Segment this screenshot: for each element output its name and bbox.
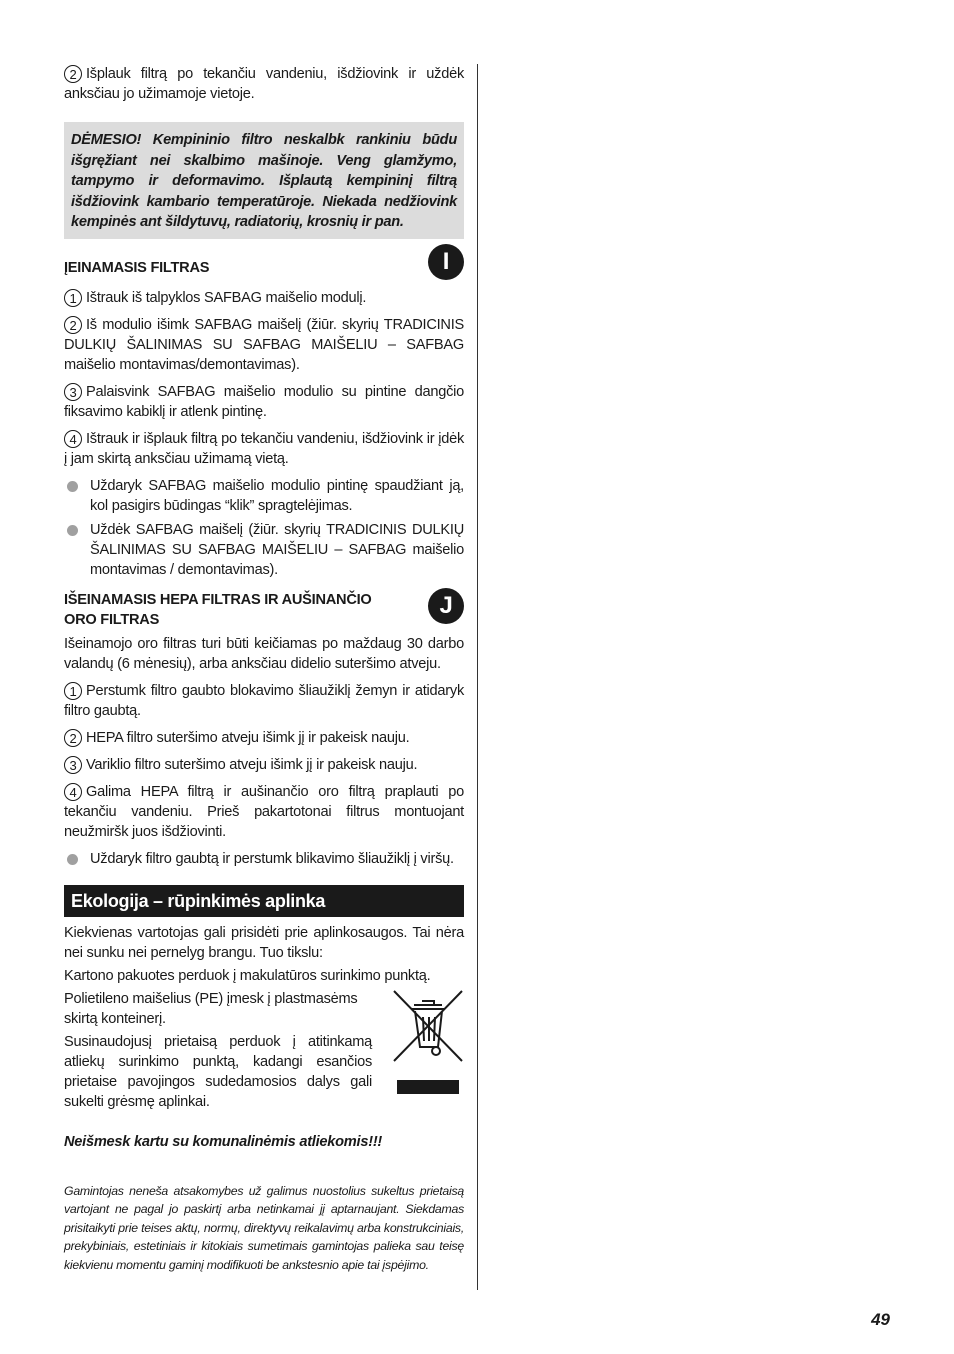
section-i-badge: I (428, 244, 464, 280)
step-text: Ištrauk ir išplauk filtrą po tekančiu vandeniu, išdžiovink ir įdėk į jam skirtą anksčiau užimamą vietą. (64, 430, 464, 467)
bullet-text: Uždaryk SAFBAG maišelio modulio pintinę spaudžiant ją, kol pasigirs būdingas “klik” spragtelėjimas. (90, 477, 464, 514)
left-column (64, 64, 464, 1274)
ecology-paragraph: Kiekvienas vartotojas gali prisidėti prie aplinkosaugos. Tai nėra nei sunku nei pernelyg brangu. Tuo tikslu: (64, 924, 464, 961)
section-j-steps (64, 681, 464, 842)
step-number: 2 (64, 65, 82, 83)
bullet-dot-icon (67, 525, 78, 536)
section-i-heading (64, 247, 464, 278)
step-number: 1 (64, 682, 82, 700)
section-i-steps (64, 288, 464, 469)
step-text: Galima HEPA filtrą ir aušinančio oro filtrą praplauti po tekančiu vandeniu. Prieš pakartotonai filtrus montuojant neužmiršk juos išdžiovinti. (64, 783, 464, 840)
bullet-item (64, 849, 464, 869)
bullet-text: Uždėk SAFBAG maišelį (žiūr. skyrių TRADICINIS DULKIŲ ŠALINIMAS SU SAFBAG MAIŠELIU – SAFBAG maišelio montavimas / demontavimas). (90, 521, 464, 578)
step-text: Iš modulio išimk SAFBAG maišelį (žiūr. skyrių TRADICINIS DULKIŲ ŠALINIMAS SU SAFBAG MAIŠELIU – SAFBAG maišelio montavimas/demontavimas). (64, 316, 464, 373)
ecology-paragraph: Kartono pakuotes perduok į makulatūros surinkimo punktą. (64, 967, 431, 984)
step-text: Perstumk filtro gaubto blokavimo šliaužiklį žemyn ir atidaryk filtro gaubtą. (64, 682, 464, 719)
ecology-paragraph: Polietileno maišelius (PE) įmesk į plastmasėms skirtą konteinerį. (64, 990, 358, 1027)
step-text: Ištrauk iš talpyklos SAFBAG maišelio modulį. (86, 289, 367, 306)
step-text: Variklio filtro suteršimo atveju išimk jį ir pakeisk nauju. (86, 756, 418, 773)
section-j-intro: Išeinamojo oro filtras turi būti keičiamas po maždaug 30 darbo valandų (6 mėnesių), arba anksčiau didelio suteršimo atveju. (64, 635, 464, 672)
step-number: 2 (64, 316, 82, 334)
step-item (64, 755, 464, 775)
bullet-dot-icon (67, 854, 78, 865)
step-item (64, 288, 464, 308)
ecology-row (64, 989, 464, 1112)
step-item (64, 728, 464, 748)
ecology-text-block (64, 989, 372, 1112)
bullet-item (64, 520, 464, 580)
step-item (64, 315, 464, 375)
bullet-dot-icon (67, 481, 78, 492)
disclaimer: Gamintojas neneša atsakomybes už galimus nuostolius sukeltus prietaisą vartojant ne pagal jo paskirtį arba netinkamai jį aptarnaujant. Siekdamas prisitaikyti prie teises aktų, normų, direktyvų reikalavimų arba konstrukciniais, prekybiniais, estetiniais ir kitokiais sumetimais gamintojas palieka sau teisę kiekvienu momentu gaminį modifikuoti be ankstesnio apie tai įspėjimo. (64, 1183, 464, 1272)
step-text: Palaisvink SAFBAG maišelio modulio su pintine dangčio fiksavimo kabiklį ir atlenk pintinę. (64, 383, 464, 420)
section-i-bullets (64, 476, 464, 580)
section-j-title: IŠEINAMASIS HEPA FILTRAS IR AUŠINANČIO ORO FILTRAS (64, 591, 372, 628)
step-number: 4 (64, 430, 82, 448)
step-text: Išplauk filtrą po tekančiu vandeniu, išdžiovink ir uždėk anksčiau jo užimamoje vietoje. (64, 66, 464, 102)
step-text: HEPA filtro suteršimo atveju išimk jį ir pakeisk nauju. (86, 729, 410, 746)
ecology-heading: Ekologija – rūpinkimės aplinka (64, 885, 464, 917)
step-item (64, 782, 464, 842)
step-number: 4 (64, 783, 82, 801)
column-divider (477, 64, 478, 1290)
step-number: 1 (64, 289, 82, 307)
page-number: 49 (871, 1310, 890, 1329)
bullet-item (64, 476, 464, 516)
bullet-text: Uždaryk filtro gaubtą ir perstumk blikavimo šliaužiklį į viršų. (90, 850, 454, 867)
ecology-note: Neišmesk kartu su komunalinėmis atliekomis!!! (64, 1133, 383, 1150)
step-item (64, 681, 464, 721)
intro-step (64, 64, 464, 104)
step-number: 3 (64, 756, 82, 774)
step-number: 2 (64, 729, 82, 747)
ecology-paragraph: Susinaudojusį prietaisą perduok į atitinkamą atliekų surinkimo punktą, kadangi esančios prietaise pavojingos sudedamosios dalys gali sukelti grėsmę aplinkai. (64, 1033, 372, 1110)
step-number: 3 (64, 383, 82, 401)
section-i-title: ĮEINAMASIS FILTRAS (64, 259, 210, 276)
crossed-out-wheelie-bin-icon (392, 989, 464, 1103)
step-item (64, 382, 464, 422)
section-j-badge: J (428, 588, 464, 624)
step-item (64, 429, 464, 469)
warning-box: DĖMESIO! Kempininio filtro neskalbk rankiniu būdu išgręžiant nei skalbimo mašinoje. Veng glamžymo, tampymo ir deformavimo. Išplautą kempininį filtrą išdžiovink kambario temperatūroje. Niekada nedžiovink kempinės ant šildytuvų, radiatorių, krosnių ir pan. (64, 122, 464, 239)
section-j-heading (64, 590, 453, 630)
